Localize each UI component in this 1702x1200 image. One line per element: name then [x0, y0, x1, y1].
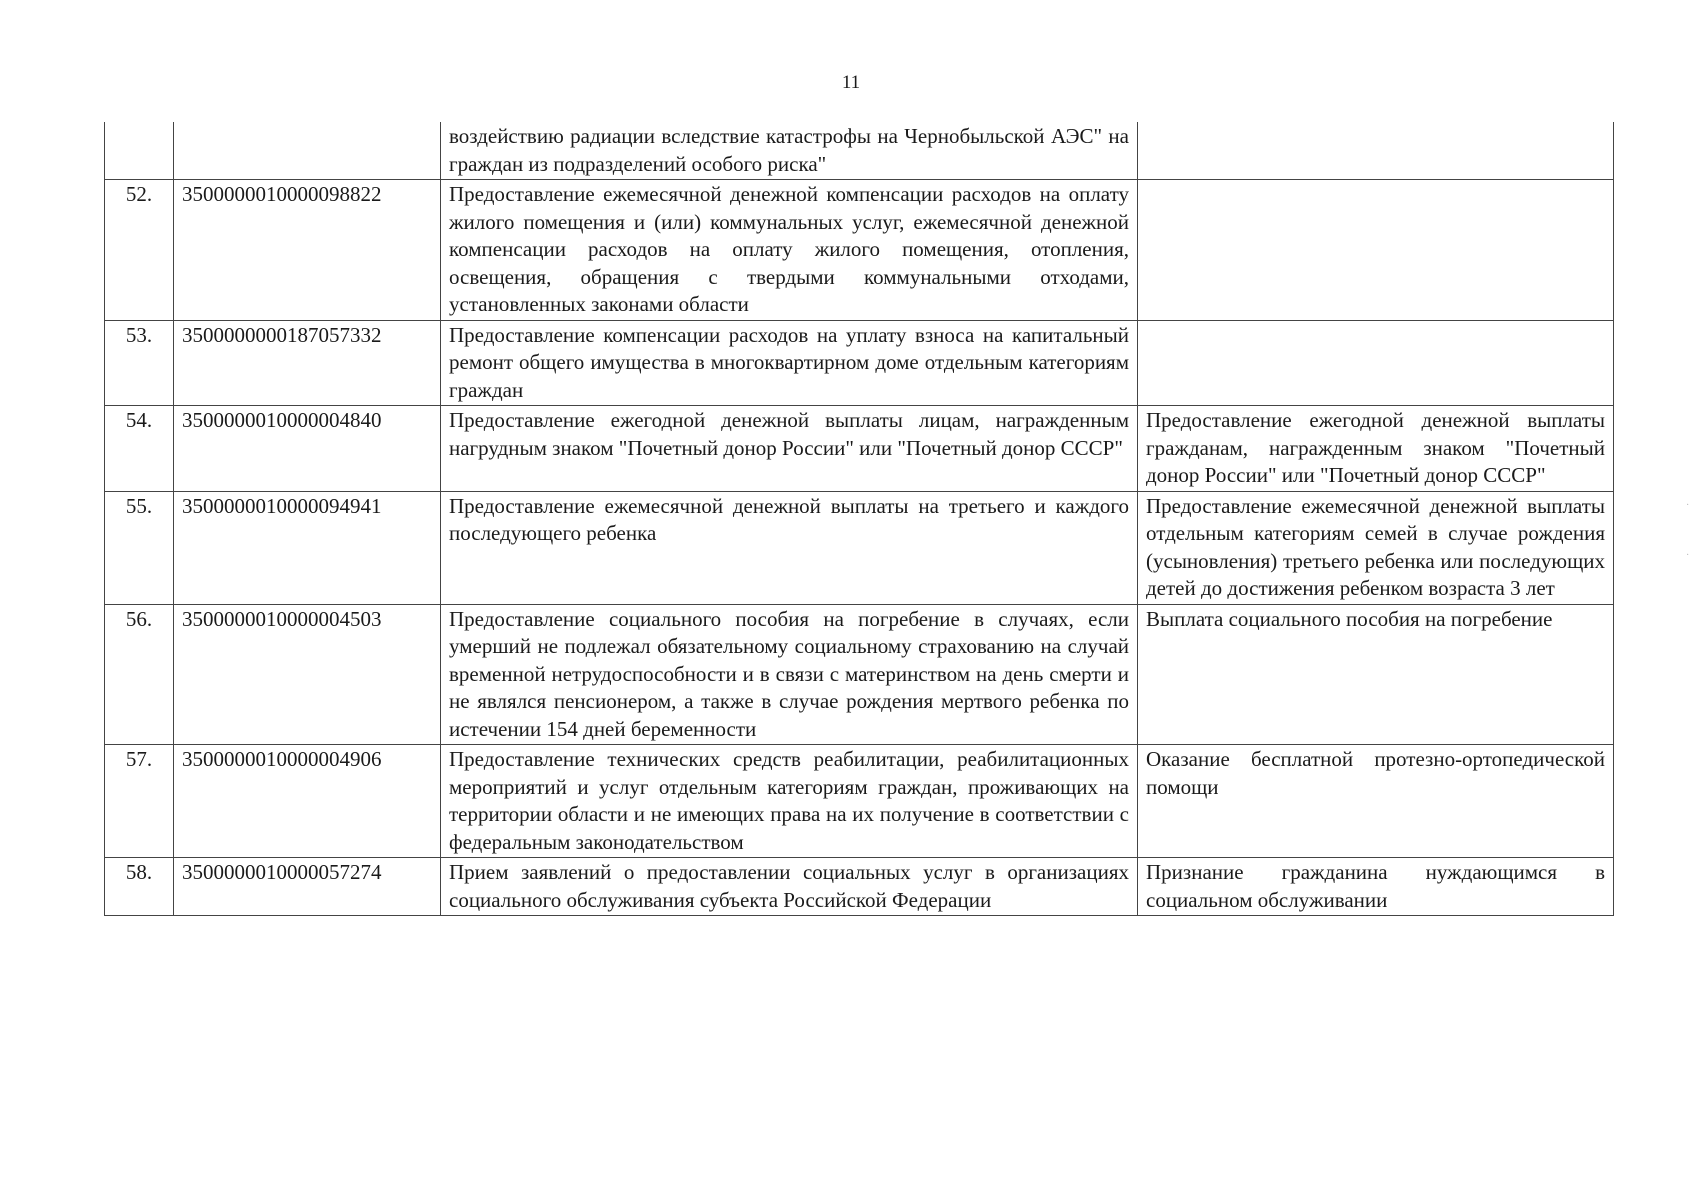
row-number: 57.	[105, 745, 174, 858]
service-name: Предоставление компенсации расходов на уплату взноса на капитальный ремонт общего имущества в многоквартирном доме отдельным категориям граждан	[441, 320, 1138, 406]
table-row	[105, 180, 1614, 321]
service-name: Предоставление ежемесячной денежной компенсации расходов на оплату жилого помещения и (или) коммунальных услуг, ежемесячной денежной компенсации расходов на оплату жилого помещения, отопления, освещения, обращения с твердыми коммунальными отходами, установленных законами области	[441, 180, 1138, 321]
table-row	[105, 320, 1614, 406]
table-row	[105, 122, 1614, 180]
table-row	[105, 406, 1614, 492]
service-name: Предоставление социального пособия на погребение в случаях, если умерший не подлежал обязательному социальному страхованию на случай временной нетрудоспособности и в связи с материнством на день смерти и не являлся пенсионером, а также в случае рождения мертвого ребенка по истечении 154 дней беременности	[441, 604, 1138, 745]
service-name: Прием заявлений о предоставлении социальных услуг в организациях социального обслуживания субъекта Российской Федерации	[441, 858, 1138, 916]
related-service	[1138, 122, 1614, 180]
services-table	[104, 122, 1614, 916]
related-service: Оказание бесплатной протезно-ортопедической помощи	[1138, 745, 1614, 858]
row-number: 53.	[105, 320, 174, 406]
table-row	[105, 604, 1614, 745]
row-number: 54.	[105, 406, 174, 492]
service-code: 3500000000187057332	[174, 320, 441, 406]
table-row	[105, 491, 1614, 604]
service-code: 3500000010000098822	[174, 180, 441, 321]
service-code: 3500000010000004503	[174, 604, 441, 745]
related-service: Предоставление ежемесячной денежной выплаты отдельным категориям семей в случае рождения (усыновления) третьего ребенка или последующих детей до достижения ребенком возраста 3 лет	[1138, 491, 1614, 604]
service-name: Предоставление ежемесячной денежной выплаты на третьего и каждого последующего ребенка	[441, 491, 1138, 604]
row-number: 56.	[105, 604, 174, 745]
related-service	[1138, 180, 1614, 321]
related-service	[1138, 320, 1614, 406]
service-code	[174, 122, 441, 180]
service-name: воздействию радиации вследствие катастрофы на Чернобыльской АЭС" на граждан из подразделений особого риска"	[441, 122, 1138, 180]
service-code: 3500000010000004840	[174, 406, 441, 492]
service-name: Предоставление технических средств реабилитации, реабилитационных мероприятий и услуг отдельным категориям граждан, проживающих на территории области и не имеющих права на их получение в соответствии с федеральным законодательством	[441, 745, 1138, 858]
service-name: Предоставление ежегодной денежной выплаты лицам, награжденным нагрудным знаком "Почетный донор России" или "Почетный донор СССР"	[441, 406, 1138, 492]
row-number: 52.	[105, 180, 174, 321]
row-number: 58.	[105, 858, 174, 916]
row-number: 55.	[105, 491, 174, 604]
related-service: Предоставление ежегодной денежной выплаты гражданам, награжденным знаком "Почетный донор России" или "Почетный донор СССР"	[1138, 406, 1614, 492]
table-row	[105, 858, 1614, 916]
row-number	[105, 122, 174, 180]
related-service: Выплата социального пособия на погребение	[1138, 604, 1614, 745]
margin-speck: ·	[1686, 550, 1690, 561]
table-row	[105, 745, 1614, 858]
related-service: Признание гражданина нуждающимся в социальном обслуживании	[1138, 858, 1614, 916]
page-number: 11	[841, 72, 861, 93]
service-code: 3500000010000057274	[174, 858, 441, 916]
service-code: 3500000010000094941	[174, 491, 441, 604]
service-code: 3500000010000004906	[174, 745, 441, 858]
margin-speck: ·	[1686, 500, 1690, 511]
